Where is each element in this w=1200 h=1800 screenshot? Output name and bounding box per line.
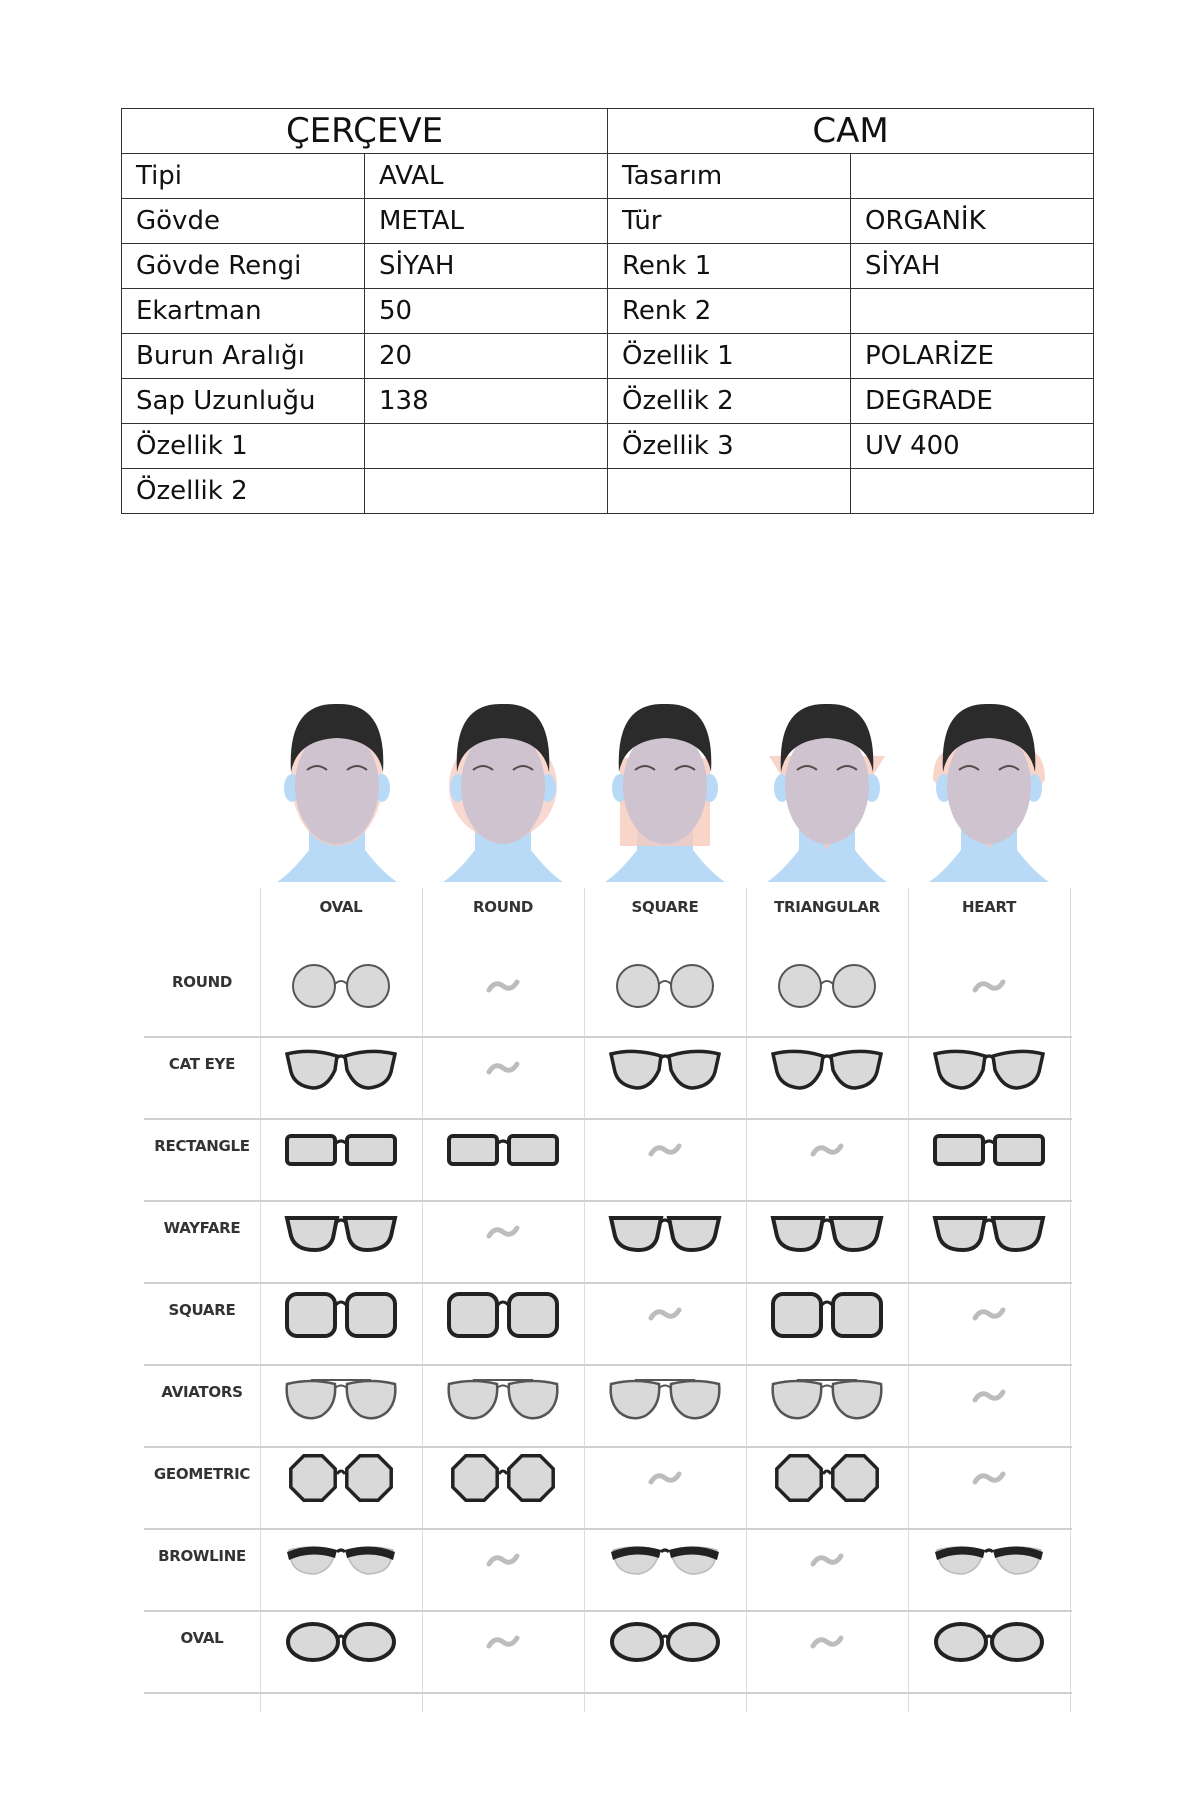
face-round-icon (443, 704, 563, 882)
not-suitable-icon (908, 1437, 1070, 1519)
suitable-glasses-icon (746, 945, 908, 1027)
lens-label: Özellik 3 (608, 424, 851, 469)
suitable-glasses-icon (584, 945, 746, 1027)
frame-label: Ekartman (122, 289, 365, 334)
frame-style-label: ROUND (172, 973, 232, 991)
lens-label: Özellik 1 (608, 334, 851, 379)
face-shape-label: TRIANGULAR (774, 898, 880, 916)
column-divider (1070, 888, 1071, 1712)
not-suitable-icon (422, 1601, 584, 1683)
frame-style-label: OVAL (180, 1629, 224, 1647)
not-suitable-icon (422, 945, 584, 1027)
frame-style-label: SQUARE (168, 1301, 236, 1319)
spec-table (121, 108, 1094, 514)
frame-style-label: GEOMETRIC (153, 1465, 251, 1483)
face-oval-icon (277, 704, 397, 882)
lens-label: Özellik 2 (608, 379, 851, 424)
not-suitable-icon (584, 1437, 746, 1519)
not-suitable-icon (422, 1519, 584, 1601)
frame-value: 50 (365, 289, 608, 334)
not-suitable-icon (746, 1519, 908, 1601)
face-shape-label: OVAL (319, 898, 363, 916)
suitable-glasses-icon (260, 1519, 422, 1601)
frame-label: Gövde (122, 199, 365, 244)
frame-value (365, 469, 608, 514)
suitable-glasses-icon (260, 945, 422, 1027)
spec-row (122, 199, 1094, 244)
not-suitable-icon (584, 1109, 746, 1191)
face-square-icon (605, 704, 725, 882)
suitable-glasses-icon (260, 1437, 422, 1519)
suitable-glasses-icon (260, 1191, 422, 1273)
lens-value (851, 154, 1094, 199)
not-suitable-icon (584, 1273, 746, 1355)
lens-value: POLARİZE (851, 334, 1094, 379)
row-divider (144, 1692, 1072, 1694)
frame-label: Özellik 2 (122, 469, 365, 514)
frame-value: METAL (365, 199, 608, 244)
suitable-glasses-icon (746, 1027, 908, 1109)
suitable-glasses-icon (908, 1027, 1070, 1109)
frame-label: Özellik 1 (122, 424, 365, 469)
frame-label: Tipi (122, 154, 365, 199)
suitable-glasses-icon (260, 1273, 422, 1355)
lens-label: Tür (608, 199, 851, 244)
face-shape-label: HEART (961, 898, 1017, 916)
frame-value: 138 (365, 379, 608, 424)
suitable-glasses-icon (260, 1601, 422, 1683)
spec-row (122, 334, 1094, 379)
suitable-glasses-icon (260, 1355, 422, 1437)
suitable-glasses-icon (422, 1109, 584, 1191)
not-suitable-icon (422, 1191, 584, 1273)
frame-style-label: BROWLINE (158, 1547, 246, 1565)
spec-row (122, 244, 1094, 289)
spec-row (122, 289, 1094, 334)
spec-row (122, 154, 1094, 199)
frame-style-label: CAT EYE (168, 1055, 236, 1073)
lens-value: UV 400 (851, 424, 1094, 469)
not-suitable-icon (746, 1601, 908, 1683)
lens-value (851, 289, 1094, 334)
suitable-glasses-icon (746, 1191, 908, 1273)
lens-value: SİYAH (851, 244, 1094, 289)
suitable-glasses-icon (908, 1109, 1070, 1191)
suitable-glasses-icon (746, 1273, 908, 1355)
suitable-glasses-icon (746, 1355, 908, 1437)
frame-label: Burun Aralığı (122, 334, 365, 379)
frame-value: 20 (365, 334, 608, 379)
spec-row (122, 424, 1094, 469)
not-suitable-icon (908, 1273, 1070, 1355)
frame-style-label: WAYFARE (163, 1219, 241, 1237)
face-shapes-illustration (144, 700, 1072, 900)
suitable-glasses-icon (584, 1355, 746, 1437)
frame-label: Sap Uzunluğu (122, 379, 365, 424)
face-shape-label: ROUND (473, 898, 533, 916)
frame-label: Gövde Rengi (122, 244, 365, 289)
not-suitable-icon (908, 1355, 1070, 1437)
lens-section-header: CAM (608, 109, 1094, 154)
suitable-glasses-icon (422, 1437, 584, 1519)
suitable-glasses-icon (746, 1437, 908, 1519)
suitable-glasses-icon (908, 1519, 1070, 1601)
lens-label: Tasarım (608, 154, 851, 199)
spec-row (122, 379, 1094, 424)
lens-value: ORGANİK (851, 199, 1094, 244)
suitable-glasses-icon (584, 1027, 746, 1109)
not-suitable-icon (908, 945, 1070, 1027)
spec-row (122, 469, 1094, 514)
suitable-glasses-icon (260, 1109, 422, 1191)
suitable-glasses-icon (422, 1273, 584, 1355)
not-suitable-icon (422, 1027, 584, 1109)
frame-style-label: AVIATORS (161, 1383, 243, 1401)
suitable-glasses-icon (584, 1601, 746, 1683)
face-triangular-icon (767, 704, 887, 882)
face-shape-frame-chart (144, 700, 1072, 1712)
suitable-glasses-icon (260, 1027, 422, 1109)
lens-value (851, 469, 1094, 514)
lens-label: Renk 2 (608, 289, 851, 334)
frame-style-label: RECTANGLE (154, 1137, 250, 1155)
frame-value (365, 424, 608, 469)
suitable-glasses-icon (908, 1191, 1070, 1273)
suitable-glasses-icon (584, 1191, 746, 1273)
lens-value: DEGRADE (851, 379, 1094, 424)
face-heart-icon (929, 704, 1049, 882)
not-suitable-icon (746, 1109, 908, 1191)
suitable-glasses-icon (908, 1601, 1070, 1683)
frame-value: SİYAH (365, 244, 608, 289)
lens-label: Renk 1 (608, 244, 851, 289)
face-shape-label: SQUARE (631, 898, 699, 916)
suitable-glasses-icon (584, 1519, 746, 1601)
lens-label (608, 469, 851, 514)
frame-section-header: ÇERÇEVE (122, 109, 608, 154)
suitable-glasses-icon (422, 1355, 584, 1437)
frame-value: AVAL (365, 154, 608, 199)
